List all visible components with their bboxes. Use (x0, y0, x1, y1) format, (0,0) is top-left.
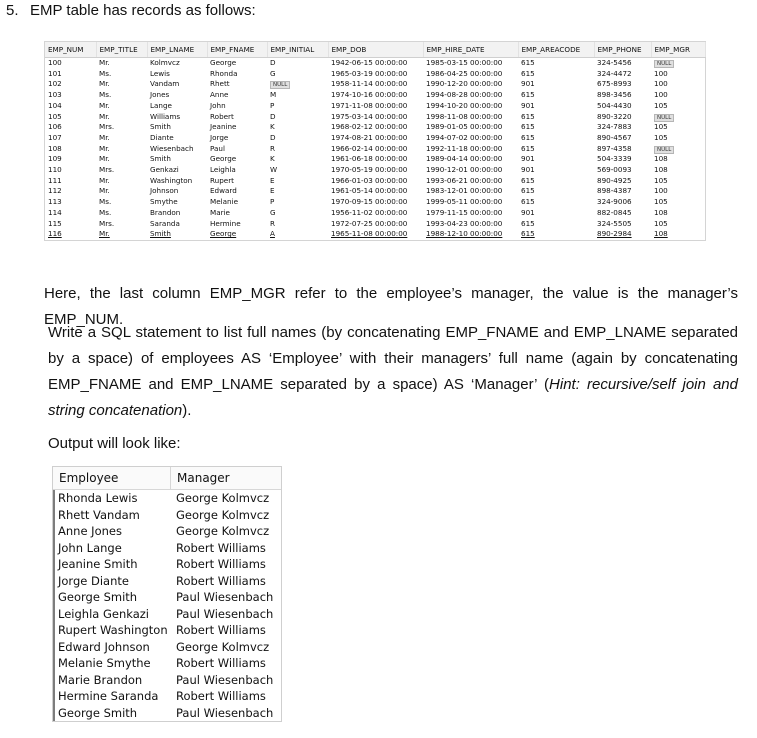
table-cell: 100 (654, 79, 668, 89)
instructions-hint: Hint: recursive/self join and string concatenation (48, 376, 738, 419)
output-header-manager: Manager (177, 471, 230, 485)
table-cell: Mr. (99, 143, 110, 153)
employee-cell: Melanie Smythe (53, 655, 171, 672)
table-row (45, 208, 705, 219)
manager-cell: George Kolmvcz (176, 491, 270, 505)
manager-cell: Robert Williams (176, 573, 266, 588)
table-cell: K (270, 122, 275, 132)
output-row (53, 639, 281, 656)
table-row (45, 101, 705, 112)
table-cell: Lange (150, 100, 172, 110)
sql-instructions (48, 320, 738, 424)
question-heading (6, 2, 256, 19)
employee-cell: Anne Jones (53, 523, 171, 540)
table-cell: 1975-03-14 00:00:00 (331, 111, 408, 121)
null-badge: NULL (654, 114, 674, 122)
table-cell: 1974-08-21 00:00:00 (331, 132, 408, 142)
table-cell: 615 (521, 58, 535, 67)
table-cell: Jones (150, 90, 170, 100)
table-cell: Mr. (99, 175, 110, 185)
table-cell: 901 (521, 154, 535, 164)
output-header-employee: Employee (53, 467, 171, 489)
table-cell: Genkazi (150, 165, 179, 175)
table-cell: 1998-11-08 00:00:00 (426, 111, 503, 121)
table-cell: Rupert (210, 175, 234, 185)
table-cell: 1993-04-23 00:00:00 (426, 218, 503, 228)
table-cell: K (270, 154, 275, 164)
table-cell: 1986-04-25 00:00:00 (426, 68, 503, 78)
table-cell: 615 (521, 68, 535, 78)
table-cell: John (210, 100, 226, 110)
manager-cell: Robert Williams (176, 656, 266, 670)
table-cell: 102 (48, 79, 62, 89)
emp-table-container (44, 41, 706, 241)
manager-cell: Robert Williams (176, 540, 266, 555)
table-cell: Johnson (150, 186, 179, 196)
table-cell: 115 (48, 218, 62, 228)
table-cell: 890-4925 (597, 175, 632, 185)
emp-table-header-row (45, 42, 705, 58)
table-cell: 116 (48, 229, 62, 239)
table-row (45, 69, 705, 80)
table-cell: 108 (48, 143, 62, 153)
table-cell: Mrs. (99, 122, 115, 132)
table-cell: 100 (48, 58, 62, 67)
table-cell: D (270, 111, 276, 121)
table-row (45, 133, 705, 144)
table-cell: Mrs. (99, 218, 115, 228)
employee-cell: Jeanine Smith (53, 556, 171, 573)
table-cell: 615 (521, 197, 535, 207)
table-cell: 504-3339 (597, 154, 632, 164)
table-cell: Lewis (150, 68, 170, 78)
table-cell: 890-2984 (597, 229, 632, 239)
manager-cell: Robert Williams (176, 689, 266, 703)
table-cell: 901 (521, 207, 535, 217)
table-row (45, 229, 705, 240)
table-cell: 615 (521, 229, 535, 239)
output-row (53, 655, 281, 672)
table-cell: 108 (654, 154, 668, 164)
table-row (45, 144, 705, 155)
table-row (45, 197, 705, 208)
table-cell: Edward (210, 186, 237, 196)
table-cell: 105 (654, 100, 668, 110)
table-cell: Mr. (99, 79, 110, 89)
table-cell: Mr. (99, 100, 110, 110)
table-cell: 105 (654, 218, 668, 228)
table-cell: 114 (48, 207, 62, 217)
table-cell: Mr. (99, 229, 110, 239)
table-cell: Smith (150, 154, 171, 164)
manager-cell: George Kolmvcz (176, 507, 270, 522)
output-row (53, 507, 281, 524)
table-cell: 569-0093 (597, 165, 632, 175)
table-cell: 1970-09-15 00:00:00 (331, 197, 408, 207)
table-cell: 324-4472 (597, 68, 632, 78)
table-cell: Ms. (99, 207, 112, 217)
table-cell: Saranda (150, 218, 180, 228)
emp-col-header: EMP_DOB (328, 42, 423, 58)
employee-cell: Marie Brandon (53, 672, 171, 689)
employee-cell: Rhonda Lewis (53, 490, 171, 507)
table-cell: 615 (521, 175, 535, 185)
employee-cell: Edward Johnson (53, 639, 171, 656)
emp-col-header: EMP_AREACODE (518, 42, 594, 58)
output-row (53, 573, 281, 590)
table-cell: 615 (521, 143, 535, 153)
manager-cell: Paul Wiesenbach (176, 672, 274, 687)
null-badge: NULL (654, 146, 674, 154)
employee-cell: Rhett Vandam (53, 507, 171, 524)
table-row (45, 219, 705, 230)
table-cell: Rhonda (210, 68, 238, 78)
emp-col-header: EMP_MGR (651, 42, 705, 58)
mgr-explanation: Here, the last column EMP_MGR refer to the employee’s manager, the value is the manager’s EMP_NUM. (44, 285, 738, 328)
table-cell: 1966-01-03 00:00:00 (331, 175, 408, 185)
table-cell: 104 (48, 100, 62, 110)
table-cell: 100 (654, 90, 668, 100)
table-cell: Mr. (99, 186, 110, 196)
table-cell: 112 (48, 186, 62, 196)
table-cell: Jeanine (210, 122, 237, 132)
table-row (45, 165, 705, 176)
table-cell: 1974-10-16 00:00:00 (331, 90, 408, 100)
table-cell: 615 (521, 111, 535, 121)
table-cell: 1968-02-12 00:00:00 (331, 122, 408, 132)
table-cell: Marie (210, 207, 230, 217)
employee-cell: Rupert Washington (53, 622, 171, 639)
question-number: 5. (6, 2, 19, 19)
table-cell: 1958-11-14 00:00:00 (331, 79, 408, 89)
emp-table (45, 42, 706, 240)
table-cell: 882-0845 (597, 207, 632, 217)
table-cell: 109 (48, 154, 62, 164)
table-cell: 111 (48, 175, 62, 185)
manager-cell: Robert Williams (176, 623, 266, 637)
null-badge: NULL (654, 60, 674, 68)
table-cell: 898-3456 (597, 90, 632, 100)
output-row (53, 688, 281, 705)
table-cell: Mr. (99, 111, 110, 121)
table-row (45, 58, 705, 69)
table-cell: G (270, 207, 276, 217)
table-cell: 615 (521, 218, 535, 228)
table-cell: 113 (48, 197, 62, 207)
table-cell: 100 (654, 68, 668, 78)
table-cell: R (270, 218, 275, 228)
table-cell: 1961-05-14 00:00:00 (331, 186, 408, 196)
table-cell: 1989-04-14 00:00:00 (426, 154, 503, 164)
table-cell: Smythe (150, 197, 178, 207)
output-row (53, 622, 281, 639)
table-cell: 324-7883 (597, 122, 632, 132)
table-cell: 890-4567 (597, 132, 632, 142)
table-cell: 103 (48, 90, 62, 100)
table-cell: 1989-01-05 00:00:00 (426, 122, 503, 132)
table-cell: Robert (210, 111, 234, 121)
table-cell: 504-4430 (597, 100, 632, 110)
table-cell: Jorge (210, 132, 229, 142)
table-cell: R (270, 143, 275, 153)
employee-cell: John Lange (53, 540, 171, 557)
table-cell: Diante (150, 132, 174, 142)
employee-cell: Leighla Genkazi (53, 606, 171, 623)
manager-cell: George Kolmvcz (176, 524, 270, 538)
emp-col-header: EMP_NUM (45, 42, 96, 58)
table-cell: 105 (654, 132, 668, 142)
table-cell: 1961-06-18 00:00:00 (331, 154, 408, 164)
emp-col-header: EMP_INITIAL (267, 42, 328, 58)
employee-cell: Hermine Saranda (53, 688, 171, 705)
table-cell: Hermine (210, 218, 241, 228)
question-title: EMP table has records as follows: (30, 2, 256, 19)
table-cell: 1966-02-14 00:00:00 (331, 143, 408, 153)
manager-cell: George Kolmvcz (176, 639, 270, 654)
output-table (52, 466, 282, 722)
table-cell (651, 58, 705, 69)
null-badge: NULL (270, 81, 290, 89)
output-row (53, 523, 281, 540)
output-row (53, 540, 281, 557)
table-cell: 615 (521, 132, 535, 142)
table-cell: 1970-05-19 00:00:00 (331, 165, 408, 175)
table-cell: 898-4387 (597, 186, 632, 196)
manager-cell: Robert Williams (176, 557, 266, 571)
table-cell: 1983-12-01 00:00:00 (426, 186, 503, 196)
table-cell: P (270, 100, 275, 110)
output-row (53, 556, 281, 573)
table-cell: Wiesenbach (150, 143, 194, 153)
table-cell: 108 (654, 165, 668, 175)
output-row (53, 705, 281, 722)
table-cell: 1992-11-18 00:00:00 (426, 143, 503, 153)
manager-cell: Paul Wiesenbach (176, 590, 274, 604)
table-cell: 110 (48, 165, 62, 175)
table-cell: Ms. (99, 197, 112, 207)
table-cell: 324-5505 (597, 218, 632, 228)
table-cell: 101 (48, 68, 62, 78)
table-cell: Anne (210, 90, 229, 100)
table-cell: 105 (654, 175, 668, 185)
table-cell: Mrs. (99, 165, 115, 175)
emp-col-header: EMP_LNAME (147, 42, 207, 58)
table-cell: 901 (521, 165, 535, 175)
table-cell (267, 79, 328, 90)
table-cell: P (270, 197, 275, 207)
table-cell: W (270, 165, 278, 175)
table-row (45, 154, 705, 165)
table-cell: Smith (150, 122, 171, 132)
output-table-body (53, 490, 281, 721)
table-cell: 1979-11-15 00:00:00 (426, 207, 503, 217)
emp-col-header: EMP_PHONE (594, 42, 651, 58)
table-cell: 897-4358 (597, 143, 632, 153)
manager-cell: Paul Wiesenbach (176, 606, 274, 621)
table-cell: 1971-11-08 00:00:00 (331, 100, 408, 110)
table-cell: 108 (654, 207, 668, 217)
table-cell: 1942-06-15 00:00:00 (331, 58, 408, 67)
output-caption: Output will look like: (48, 435, 181, 452)
table-cell: Kolmvcz (150, 58, 180, 67)
table-cell: 1965-11-08 00:00:00 (331, 229, 408, 239)
table-cell: Brandon (150, 207, 181, 217)
table-cell: George (210, 154, 237, 164)
table-cell: 1994-08-28 00:00:00 (426, 90, 503, 100)
table-cell: Ms. (99, 90, 112, 100)
table-cell: Mr. (99, 58, 110, 67)
table-cell: D (270, 132, 276, 142)
table-row (45, 90, 705, 101)
employee-cell: Jorge Diante (53, 573, 171, 590)
table-cell (651, 144, 705, 155)
table-cell: 890-3220 (597, 111, 632, 121)
table-cell: 1990-12-01 00:00:00 (426, 165, 503, 175)
table-cell: E (270, 175, 275, 185)
table-cell: 107 (48, 132, 62, 142)
table-cell: 1956-11-02 00:00:00 (331, 207, 408, 217)
table-cell: Williams (150, 111, 181, 121)
emp-col-header: EMP_HIRE_DATE (423, 42, 518, 58)
table-cell: Mr. (99, 132, 110, 142)
table-cell: 675-8993 (597, 79, 632, 89)
table-cell: Vandam (150, 79, 180, 89)
table-cell: Paul (210, 143, 225, 153)
emp-table-body (45, 58, 705, 240)
table-cell: 615 (521, 122, 535, 132)
table-cell: A (270, 229, 275, 239)
table-cell: 324-5456 (597, 58, 632, 67)
table-cell: Washington (150, 175, 193, 185)
table-row (45, 112, 705, 123)
table-cell: 100 (654, 186, 668, 196)
table-row (45, 186, 705, 197)
table-cell: 901 (521, 79, 535, 89)
table-cell: 1985-03-15 00:00:00 (426, 58, 503, 67)
table-row (45, 122, 705, 133)
output-row (53, 606, 281, 623)
table-row (45, 79, 705, 90)
table-cell: Smith (150, 229, 171, 239)
table-cell: 1994-07-02 00:00:00 (426, 132, 503, 142)
table-cell: Melanie (210, 197, 238, 207)
table-cell: 105 (48, 111, 62, 121)
table-cell: 1993-06-21 00:00:00 (426, 175, 503, 185)
table-cell: 1988-12-10 00:00:00 (426, 229, 503, 239)
output-row (53, 490, 281, 507)
table-cell: 901 (521, 100, 535, 110)
table-cell: 1990-12-20 00:00:00 (426, 79, 503, 89)
table-cell: George (210, 229, 237, 239)
table-row (45, 176, 705, 187)
output-header-row (53, 467, 281, 490)
table-cell (651, 112, 705, 123)
table-cell: D (270, 58, 276, 67)
table-cell: E (270, 186, 275, 196)
instructions-main: Write a SQL statement to list full names (by concatenating EMP_FNAME and EMP_LNAME separated by a space) of employees AS ‘Employee’ with their managers’ full name (again by concatenating EMP_FNAME and EMP_LNAME separated by a space) AS ‘Manager’ ( (48, 324, 738, 393)
output-row (53, 589, 281, 606)
table-cell: 1965-03-19 00:00:00 (331, 68, 408, 78)
output-row (53, 672, 281, 689)
table-cell: 1994-10-20 00:00:00 (426, 100, 503, 110)
manager-cell: Paul Wiesenbach (176, 705, 274, 720)
emp-col-header: EMP_TITLE (96, 42, 147, 58)
table-cell: George (210, 58, 237, 67)
table-cell: Mr. (99, 154, 110, 164)
table-cell: 324-9006 (597, 197, 632, 207)
employee-cell: George Smith (53, 589, 171, 606)
table-cell: G (270, 68, 276, 78)
table-cell: Leighla (210, 165, 236, 175)
table-cell: Rhett (210, 79, 230, 89)
table-cell: 105 (654, 122, 668, 132)
table-cell: Ms. (99, 68, 112, 78)
emp-col-header: EMP_FNAME (207, 42, 267, 58)
table-cell: 108 (654, 229, 668, 239)
employee-cell: George Smith (53, 705, 171, 722)
table-cell: 105 (654, 197, 668, 207)
instructions-end: ). (182, 402, 192, 419)
table-cell: 1972-07-25 00:00:00 (331, 218, 408, 228)
table-cell: 106 (48, 122, 62, 132)
table-cell: 615 (521, 186, 535, 196)
table-cell: 1999-05-11 00:00:00 (426, 197, 503, 207)
table-cell: M (270, 90, 277, 100)
table-cell: 615 (521, 90, 535, 100)
